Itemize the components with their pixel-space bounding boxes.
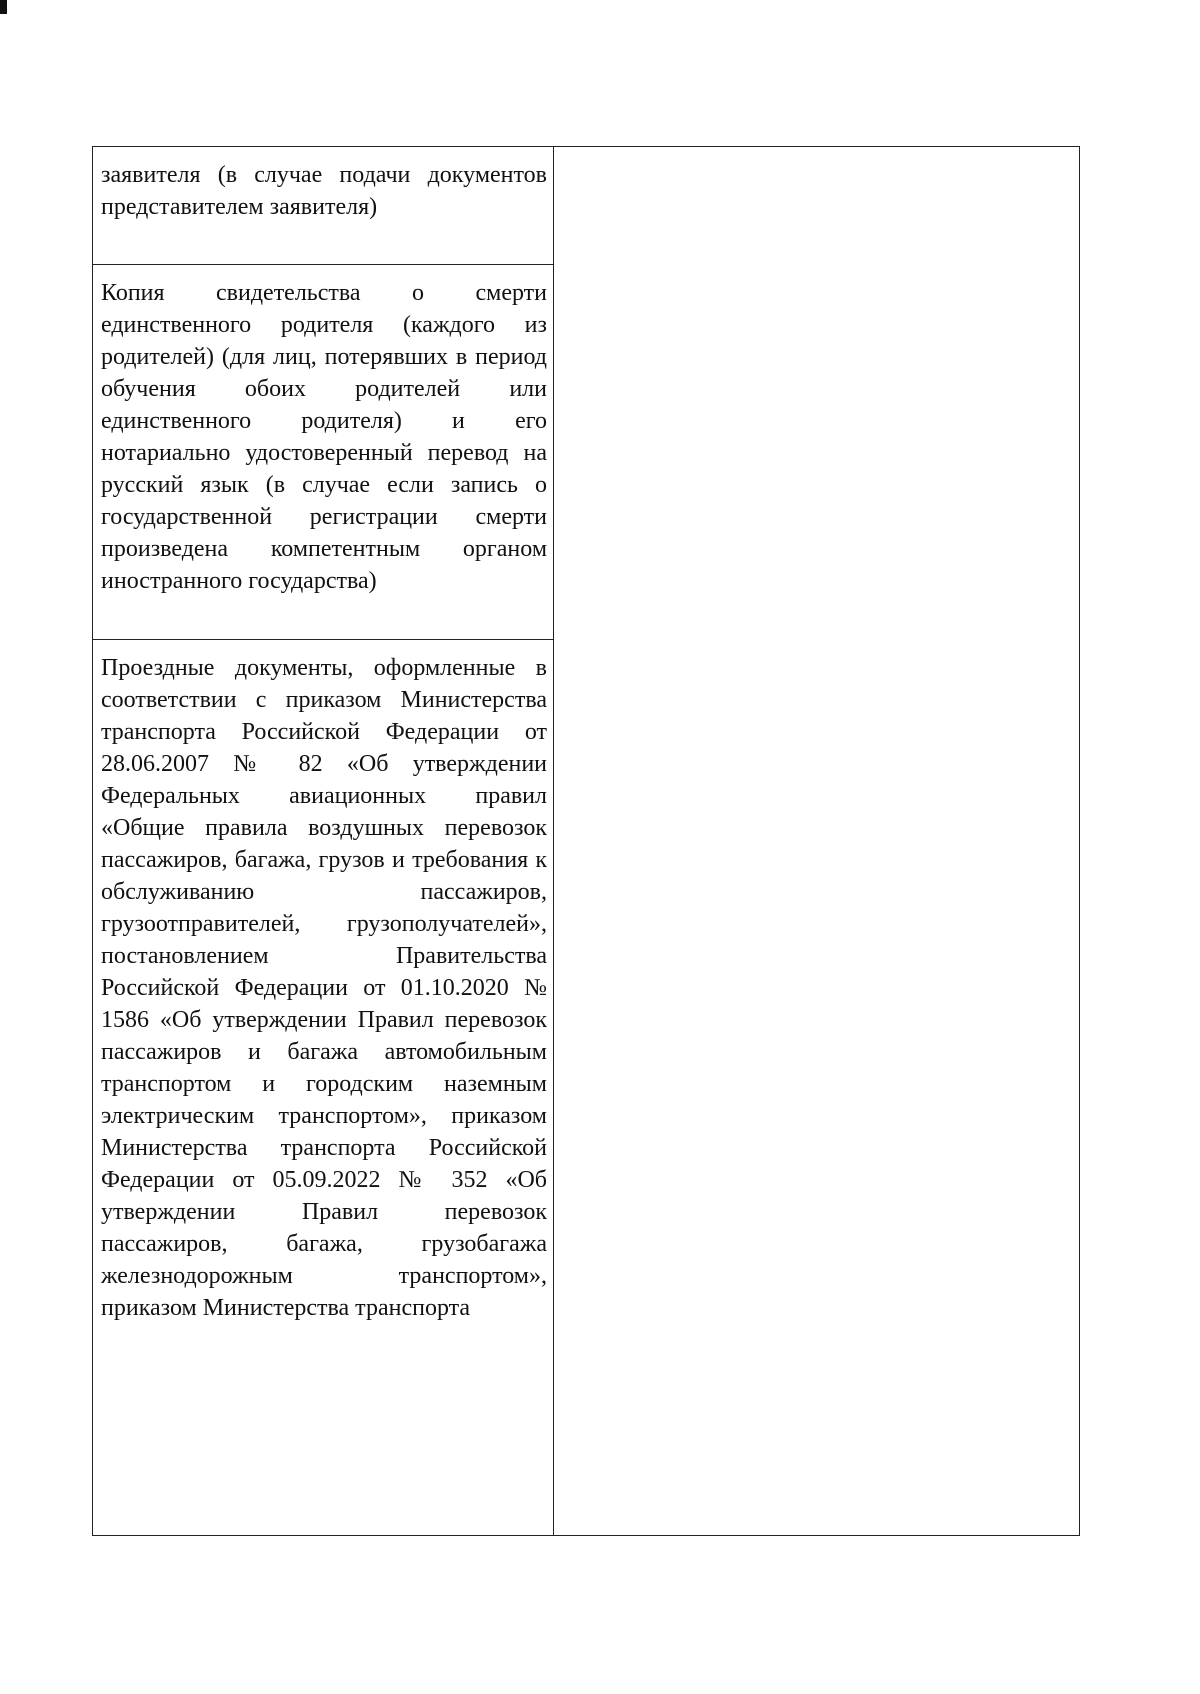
document-column-left (93, 147, 554, 1535)
table-row (93, 265, 553, 640)
table-row (93, 147, 553, 265)
table-cell-text: заявителя (в случае подачи документов представителем заявителя) (101, 162, 547, 220)
table-cell-text: Копия свидетельства о смерти единственного родителя (каждого из родителей) (для лиц, потерявших в период обучения обоих родителей или единственного родителя) и его нотариально удостоверенный перевод на русский язык (в случае если запись о государственной регистрации смерти произведена компетентным органом иностранного государства) (101, 280, 547, 594)
scan-corner-mark (0, 0, 7, 14)
table-row (93, 640, 553, 1535)
document-column-right-empty (554, 147, 1079, 1535)
table-cell-text: Проездные документы, оформленные в соответствии с приказом Министерства транспорта Российской Федерации от 28.06.2007 № 82 «Об утверждении Федеральных авиационных правил «Общие правила воздушных перевозок пассажиров, багажа, грузов и требования к обслуживанию пассажиров, грузоотправителей, грузополучателей», постановлением Правительства Российской Федерации от 01.10.2020 № 1586 «Об утверждении Правил перевозок пассажиров и багажа автомобильным транспортом и городским наземным электрическим транспортом», приказом Министерства транспорта Российской Федерации от 05.09.2022 № 352 «Об утверждении Правил перевозок пассажиров, багажа, грузобагажа железнодорожным транспортом», приказом Министерства транспорта (101, 655, 547, 1321)
document-table (92, 146, 1080, 1536)
